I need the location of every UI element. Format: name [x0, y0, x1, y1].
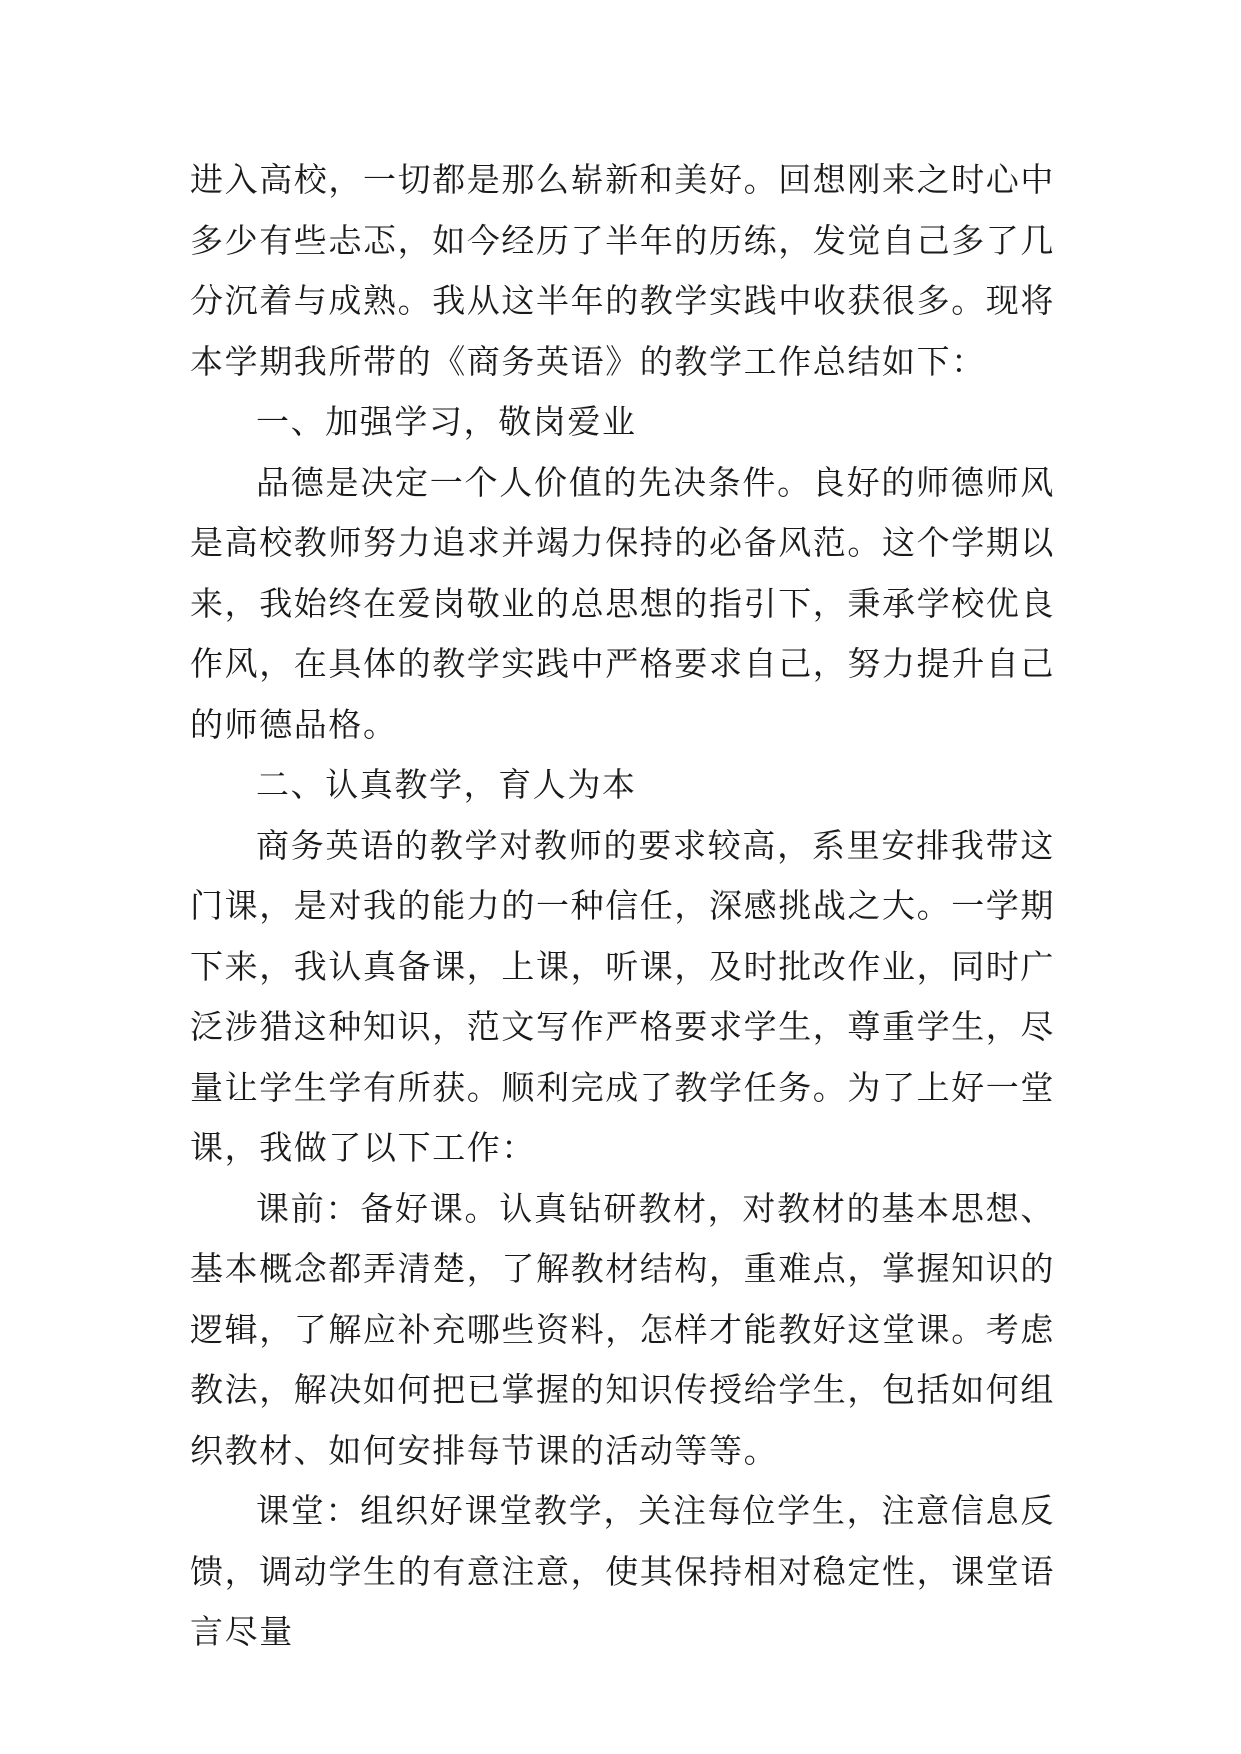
- paragraph-teaching: 商务英语的教学对教师的要求较高，系里安排我带这门课，是对我的能力的一种信任，深感挑战之大。一学期下来，我认真备课，上课，听课，及时批改作业，同时广泛涉猎这种知识，范文写作严格要求学生，尊重学生，尽量让学生学有所获。顺利完成了教学任务。为了上好一堂课，我做了以下工作：: [190, 825, 1055, 1167]
- paragraph-ethics: 品德是决定一个人价值的先决条件。良好的师德师风是高校教师努力追求并竭力保持的必备风范。这个学期以来，我始终在爱岗敬业的总思想的指引下，秉承学校优良作风，在具体的教学实践中严格要求自己，努力提升自己的师德品格。: [190, 462, 1055, 744]
- paragraph-in-class: 课堂：组织好课堂教学，关注每位学生，注意信息反馈，调动学生的有意注意，使其保持相对稳定性，课堂语言尽量: [190, 1491, 1055, 1651]
- paragraph-intro: 进入高校，一切都是那么崭新和美好。回想刚来之时心中多少有些忐忑，如今经历了半年的历练，发觉自己多了几分沉着与成熟。我从这半年的教学实践中收获很多。现将本学期我所带的《商务英语》的教学工作总结如下：: [190, 160, 1055, 381]
- document-body: [190, 150, 1055, 1663]
- section-heading-2: 二、认真教学，育人为本: [256, 765, 637, 804]
- section-heading-1: 一、加强学习，敬岗爱业: [256, 402, 637, 441]
- paragraph-before-class: 课前：备好课。认真钻研教材，对教材的基本思想、基本概念都弄清楚，了解教材结构，重难点，掌握知识的逻辑，了解应补充哪些资料，怎样才能教好这堂课。考虑教法，解决如何把已掌握的知识传授给学生，包括如何组织教材、如何安排每节课的活动等等。: [190, 1188, 1055, 1470]
